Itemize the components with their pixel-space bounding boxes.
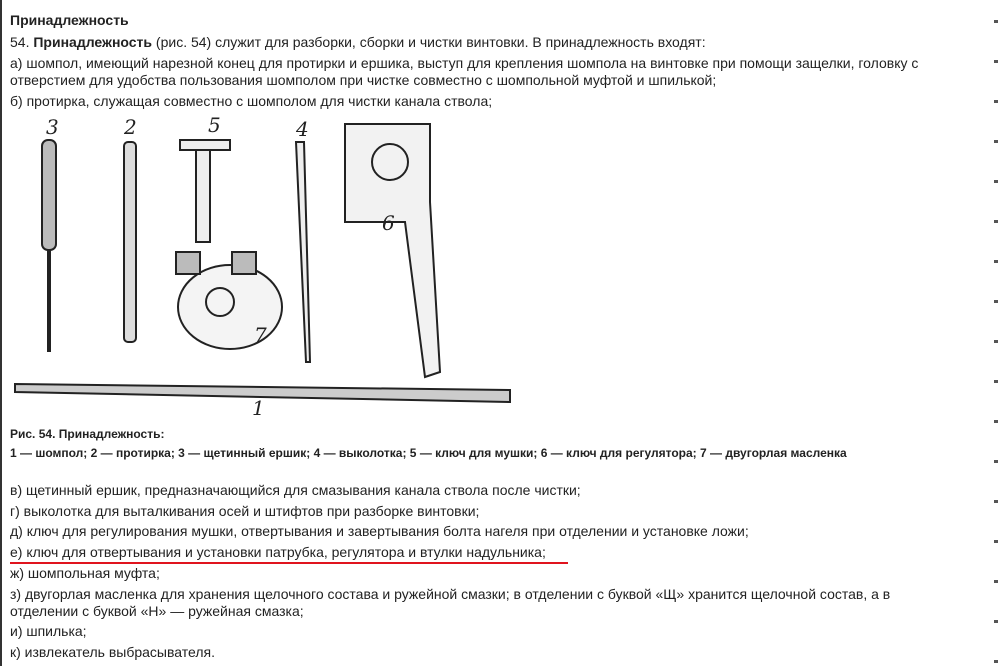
- punch-drawing: [296, 142, 310, 362]
- item-k: к) извлекатель выбрасывателя.: [10, 644, 215, 660]
- brush-drawing: [42, 140, 56, 250]
- paragraph-number: 54.: [10, 34, 30, 50]
- red-underline: [10, 562, 568, 564]
- item-z-line1: з) двугорлая масленка для хранения щелочного состава и ружейной смазки; в отделении с буквой «Щ» хранится щелочной состав, а в: [10, 586, 891, 602]
- figure-caption: Рис. 54. Принадлежность:: [10, 427, 165, 441]
- front-sight-key-drawing: [196, 142, 210, 242]
- item-g: г) выколотка для выталкивания осей и штифтов при разборке винтовки;: [10, 503, 480, 519]
- regulator-wrench-drawing: [345, 124, 440, 377]
- intro-paragraph: [10, 34, 706, 51]
- item-v: в) щетинный ершик, предназначающийся для смазывания канала ствола после чистки;: [10, 482, 581, 498]
- label-2: 2: [124, 115, 137, 139]
- accessories-illustration: [10, 112, 730, 417]
- left-border: [0, 0, 2, 666]
- figure-legend: 1 — шомпол; 2 — протирка; 3 — щетинный ершик; 4 — выколотка; 5 — ключ для мушки; 6 — ключ для регулятора; 7 — двугорлая масленка: [10, 446, 847, 460]
- section-heading: Принадлежность: [10, 12, 129, 28]
- item-d: д) ключ для регулирования мушки, отвертывания и завертывания болта нагеля при отделении и установке ложи;: [10, 523, 749, 539]
- wiper-drawing: [124, 142, 136, 342]
- item-zh: ж) шомпольная муфта;: [10, 565, 160, 581]
- label-3: 3: [46, 115, 59, 139]
- label-7: 7: [254, 323, 267, 347]
- front-sight-key-handle: [180, 140, 230, 150]
- label-4: 4: [296, 117, 309, 141]
- label-6: 6: [382, 211, 395, 235]
- item-a-line2: отверстием для удобства пользования шомполом при чистке совместно с шомпольной муфтой и шпилькой;: [10, 72, 717, 88]
- item-i: и) шпилька;: [10, 623, 87, 639]
- intro-text: (рис. 54) служит для разборки, сборки и чистки винтовки. В принадлежность входят:: [155, 34, 706, 50]
- intro-term: Принадлежность: [33, 34, 153, 50]
- item-b: б) протирка, служащая совместно с шомполом для чистки канала ствола;: [10, 93, 493, 109]
- label-5: 5: [208, 113, 221, 137]
- item-a-line1: а) шомпол, имеющий нарезной конец для протирки и ершика, выступ для крепления шомпола на винтовке при помощи защелки, головку с: [10, 55, 919, 71]
- item-e: е) ключ для отвертывания и установки патрубка, регулятора и втулки надульника;: [10, 544, 546, 560]
- right-border: [994, 0, 998, 666]
- item-z-line2: отделении с буквой «Н» — ружейная смазка;: [10, 603, 304, 619]
- oiler-cap-right: [232, 252, 256, 274]
- oiler-cap-left: [176, 252, 200, 274]
- label-1: 1: [252, 396, 265, 417]
